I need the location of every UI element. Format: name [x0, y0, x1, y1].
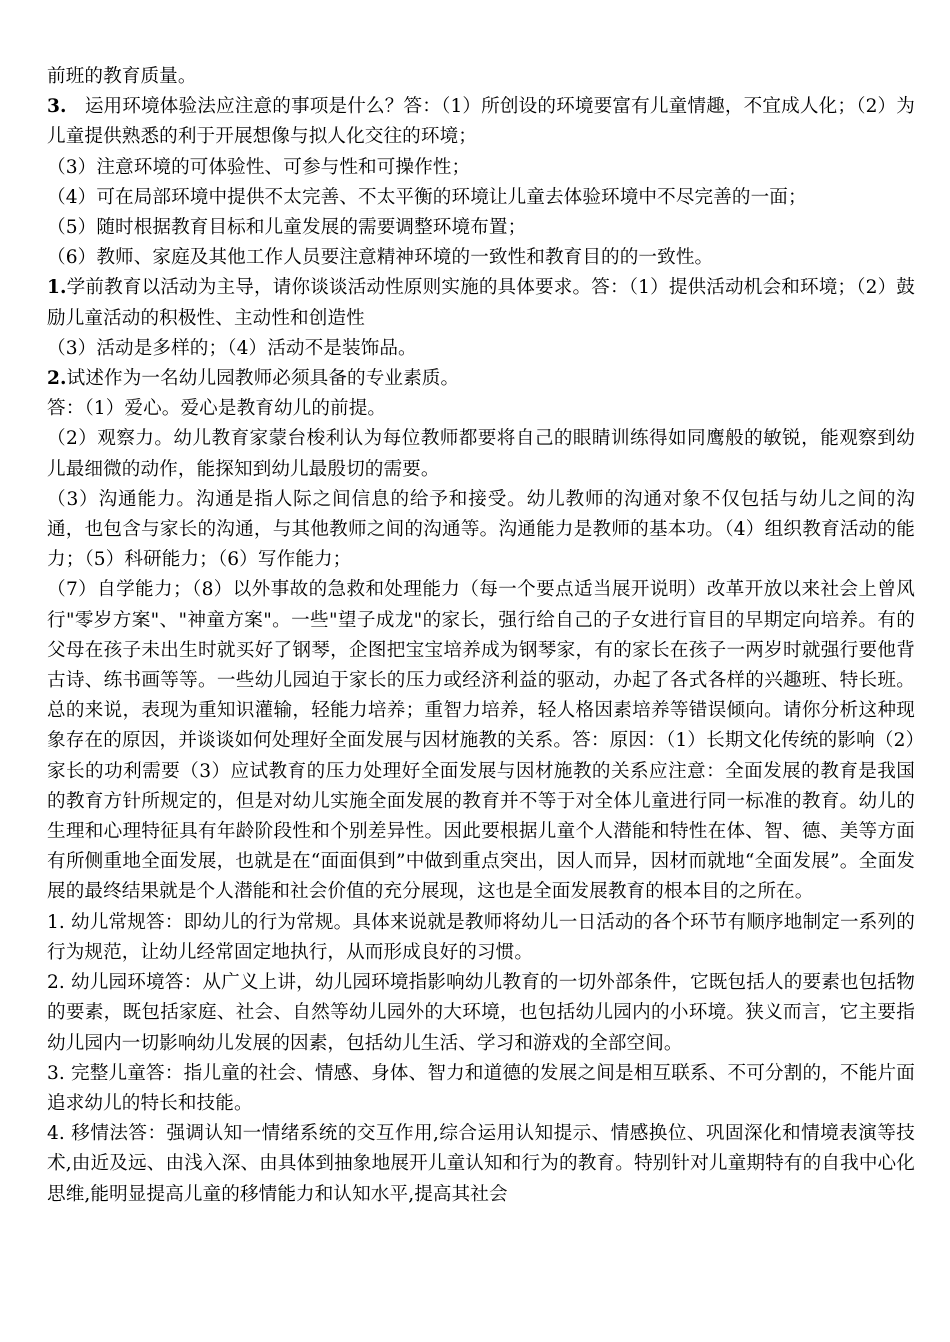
paragraph-term-routine	[47, 908, 915, 968]
term-number: 4.	[47, 1123, 65, 1145]
paragraph-term-environment	[47, 968, 915, 1059]
paragraph-text: 前班的教育质量。	[47, 66, 197, 87]
paragraph-text: 完整儿童答：指儿童的社会、情感、身体、智力和道德的发展之间是相互联系、不可分割的，不能片面追求幼儿的特长和技能。	[47, 1062, 915, 1114]
paragraph-text: 学前教育以活动为主导，请你谈谈活动性原则实施的具体要求。答：（1）提供活动机会和环境；（2）鼓励儿童活动的积极性、主动性和创造性	[47, 277, 915, 329]
paragraph-text: （3）注意环境的可体验性、可参与性和可操作性；	[47, 156, 471, 178]
term-number: 2.	[47, 972, 65, 994]
paragraph-intro-end	[47, 62, 915, 92]
term-number: 1.	[47, 911, 65, 933]
question-number: 3.	[47, 96, 67, 118]
paragraph-term-empathy	[47, 1119, 915, 1210]
paragraph-item-6	[47, 243, 915, 273]
paragraph-q3-environment	[47, 92, 915, 152]
paragraph-text: 移情法答：强调认知一情绪系统的交互作用,综合运用认知提示、情感换位、巩固深化和情境表演等技术,由近及远、由浅入深、由具体到抽象地展开儿童认知和行为的教育。特别针对儿童期特有的自我中心化思维,能明显提高儿童的移情能力和认知水平,提高其社会	[47, 1123, 915, 1205]
paragraph-text: （3）活动是多样的；（4）活动不是装饰品。	[47, 337, 417, 359]
paragraph-text: （2）观察力。幼儿教育家蒙台梭利认为每位教师都要将自己的眼睛训练得如同鹰般的敏锐，能观察到幼儿最细微的动作，能探知到幼儿最殷切的需要。	[47, 428, 915, 480]
paragraph-item-4	[47, 183, 915, 213]
question-number: 1.	[47, 277, 67, 299]
term-number: 3.	[47, 1062, 65, 1084]
paragraph-observation	[47, 424, 915, 484]
paragraph-text: （6）教师、家庭及其他工作人员要注意精神环境的一致性和教育目的的一致性。	[47, 247, 714, 269]
paragraph-text: （4）可在局部环境中提供不太完善、不太平衡的环境让儿童去体验环境中不尽完善的一面；	[47, 186, 807, 208]
paragraph-text: 幼儿常规答：即幼儿的行为常规。具体来说就是教师将幼儿一日活动的各个环节有顺序地制定一系列的行为规范，让幼儿经常固定地执行，从而形成良好的习惯。	[47, 911, 915, 963]
paragraph-text: 幼儿园环境答：从广义上讲，幼儿园环境指影响幼儿教育的一切外部条件，它既包括人的要素也包括物的要素，既包括家庭、社会、自然等幼儿园外的大环境，也包括幼儿园内的小环境。狭义而言，它主要指幼儿园内一切影响幼儿发展的因素，包括幼儿生活、学习和游戏的全部空间。	[47, 972, 915, 1054]
question-number: 2.	[47, 368, 67, 390]
paragraph-term-whole-child	[47, 1059, 915, 1119]
paragraph-item-5	[47, 213, 915, 243]
paragraph-text: （3）沟通能力。沟通是指人际之间信息的给予和接受。幼儿教师的沟通对象不仅包括与幼儿之间的沟通，也包含与家长的沟通，与其他教师之间的沟通等。沟通能力是教师的基本功。（4）组织教育活动的能力；（5）科研能力；（6）写作能力；	[47, 488, 915, 571]
paragraph-text: （7）自学能力；（8）以外事故的急救和处理能力（每一个要点适当展开说明）改革开放以来社会上曾风行"零岁方案"、"神童方案"。一些"望子成龙"的家长，强行给自己的子女进行盲目的早期定向培养。有的父母在孩子未出生时就买好了钢琴，企图把宝宝培养成为钢琴家，有的家长在孩子一两岁时就强行要他背古诗、练书画等等。一些幼儿园迫于家长的压力或经济利益的驱动，办起了各式各样的兴趣班、特长班。总的来说，表现为重知识灌输，轻能力培养；重智力培养，轻人格因素培养等错误倾向。请你分析这种现象存在的原因，并谈谈如何处理好全面发展与因材施教的关系。答：原因：（1）长期文化传统的影响（2）家长的功利需要（3）应试教育的压力处理好全面发展与因材施教的关系应注意：全面发展的教育是我国的教育方针所规定的，但是对幼儿实施全面发展的教育并不等于对全体儿童进行同一标准的教育。幼儿的生理和心理特征具有年龄阶段性和个别差异性。因此要根据儿童个人潜能和特性在体、智、德、美等方面有所侧重地全面发展，也就是在“面面俱到”中做到重点突出，因人而异，因材而就地“全面发展”。全面发展的最终结果就是个人潜能和社会价值的充分展现，这也是全面发展教育的根本目的之所在。	[47, 579, 915, 903]
paragraph-answer-love	[47, 394, 915, 424]
paragraph-q1-activity	[47, 273, 915, 333]
paragraph-activity-items	[47, 334, 915, 364]
paragraph-text: 运用环境体验法应注意的事项是什么？答：（1）所创设的环境要富有儿童情趣，不宜成人化；（2）为儿童提供熟悉的利于开展想像与拟人化交往的环境；	[47, 96, 915, 148]
paragraph-item-3	[47, 153, 915, 183]
paragraph-q2-teacher	[47, 364, 915, 394]
paragraph-self-study-analysis	[47, 575, 915, 907]
paragraph-communication	[47, 485, 915, 576]
document-page	[47, 62, 915, 1210]
paragraph-text: 试述作为一名幼儿园教师必须具备的专业素质。	[66, 368, 460, 390]
paragraph-text: 答：（1）爱心。爱心是教育幼儿的前提。	[47, 398, 387, 420]
paragraph-text: （5）随时根据教育目标和儿童发展的需要调整环境布置；	[47, 217, 527, 239]
